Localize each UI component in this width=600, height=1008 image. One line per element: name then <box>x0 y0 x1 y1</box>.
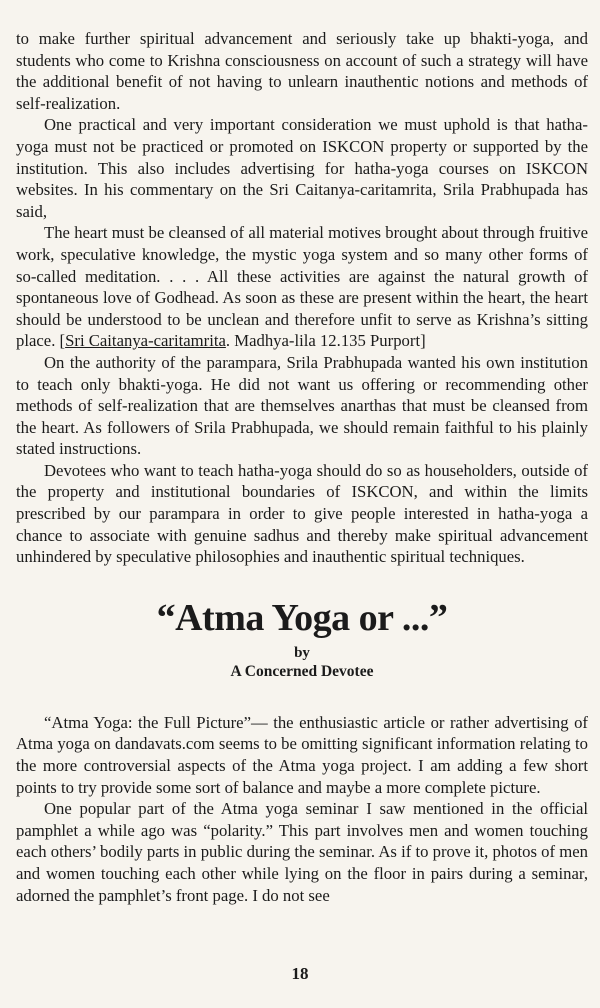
quote-reference: . Madhya-lila 12.135 Purport] <box>225 331 426 351</box>
page-body <box>16 28 588 906</box>
paragraph-parampara: On the authority of the parampara, Srila Prabhupada wanted his own institution to teach only bhakti-yoga. He did not want us offering or recommending other methods of self-realization that are themselves anarthas that must be cleansed from the heart. As followers of Srila Prabhupada, we should remain faithful to his plainly stated instructions. <box>16 352 588 459</box>
quote-citation: Sri Caitanya-caritamrita <box>65 331 226 351</box>
quote-text: The heart must be cleansed of all material motives brought about through fruitive work, speculative knowledge, the mystic yoga system and so many other forms of so-called meditation. . . . All these activities are against the natural growth of spontaneous love of Godhead. As soon as these are present within the heart, the heart should be understood to be unclean and therefore unfit to serve as Krishna’s sitting place. [ <box>16 223 588 351</box>
paragraph-atma-yoga-full-picture: “Atma Yoga: the Full Picture”— the enthusiastic article or rather advertising of Atma yoga on dandavats.com seems to be omitting significant information relating to the more controversial aspects of the Atma yoga project. I am adding a few short points to try provide some sort of balance and maybe a more complete picture. <box>16 712 588 797</box>
paragraph-continued: to make further spiritual advancement and seriously take up bhakti-yoga, and students who come to Krishna consciousness on account of such a strategy will have the additional benefit of not having to unlearn inauthentic notions and methods of self-realization. <box>16 29 588 113</box>
byline-by: by <box>294 644 310 661</box>
article-title: “Atma Yoga or ...” <box>156 596 448 639</box>
page-number: 18 <box>291 964 309 983</box>
paragraph-iskcon-property: One practical and very important consideration we must uphold is that hatha-yoga must not be practiced or promoted on ISKCON property or supported by the institution. This also includes advertising for hatha-yoga courses on ISKCON websites. In his commentary on the Sri Caitanya-caritamrita, Srila Prabhupada has said, <box>16 115 588 221</box>
prabhupada-quote <box>16 222 588 352</box>
paragraph-householders: Devotees who want to teach hatha-yoga should do so as householders, outside of the property and institutional boundaries of ISKCON, and within the limits prescribed by our parampara in order to give people interested in hatha-yoga a chance to associate with genuine sadhus and thereby make spiritual advancement unhindered by speculative philosophies and inauthentic spiritual techniques. <box>16 460 588 567</box>
byline-author: A Concerned Devotee <box>230 662 374 680</box>
paragraph-polarity: One popular part of the Atma yoga seminar I saw mentioned in the official pamphlet a while ago was “polarity.” This part involves men and women touching each others’ bodily parts in public during the seminar. As if to prove it, photos of men and women touching each other while lying on the floor in pairs during a seminar, adorned the pamphlet’s front page. I do not see <box>16 799 588 905</box>
